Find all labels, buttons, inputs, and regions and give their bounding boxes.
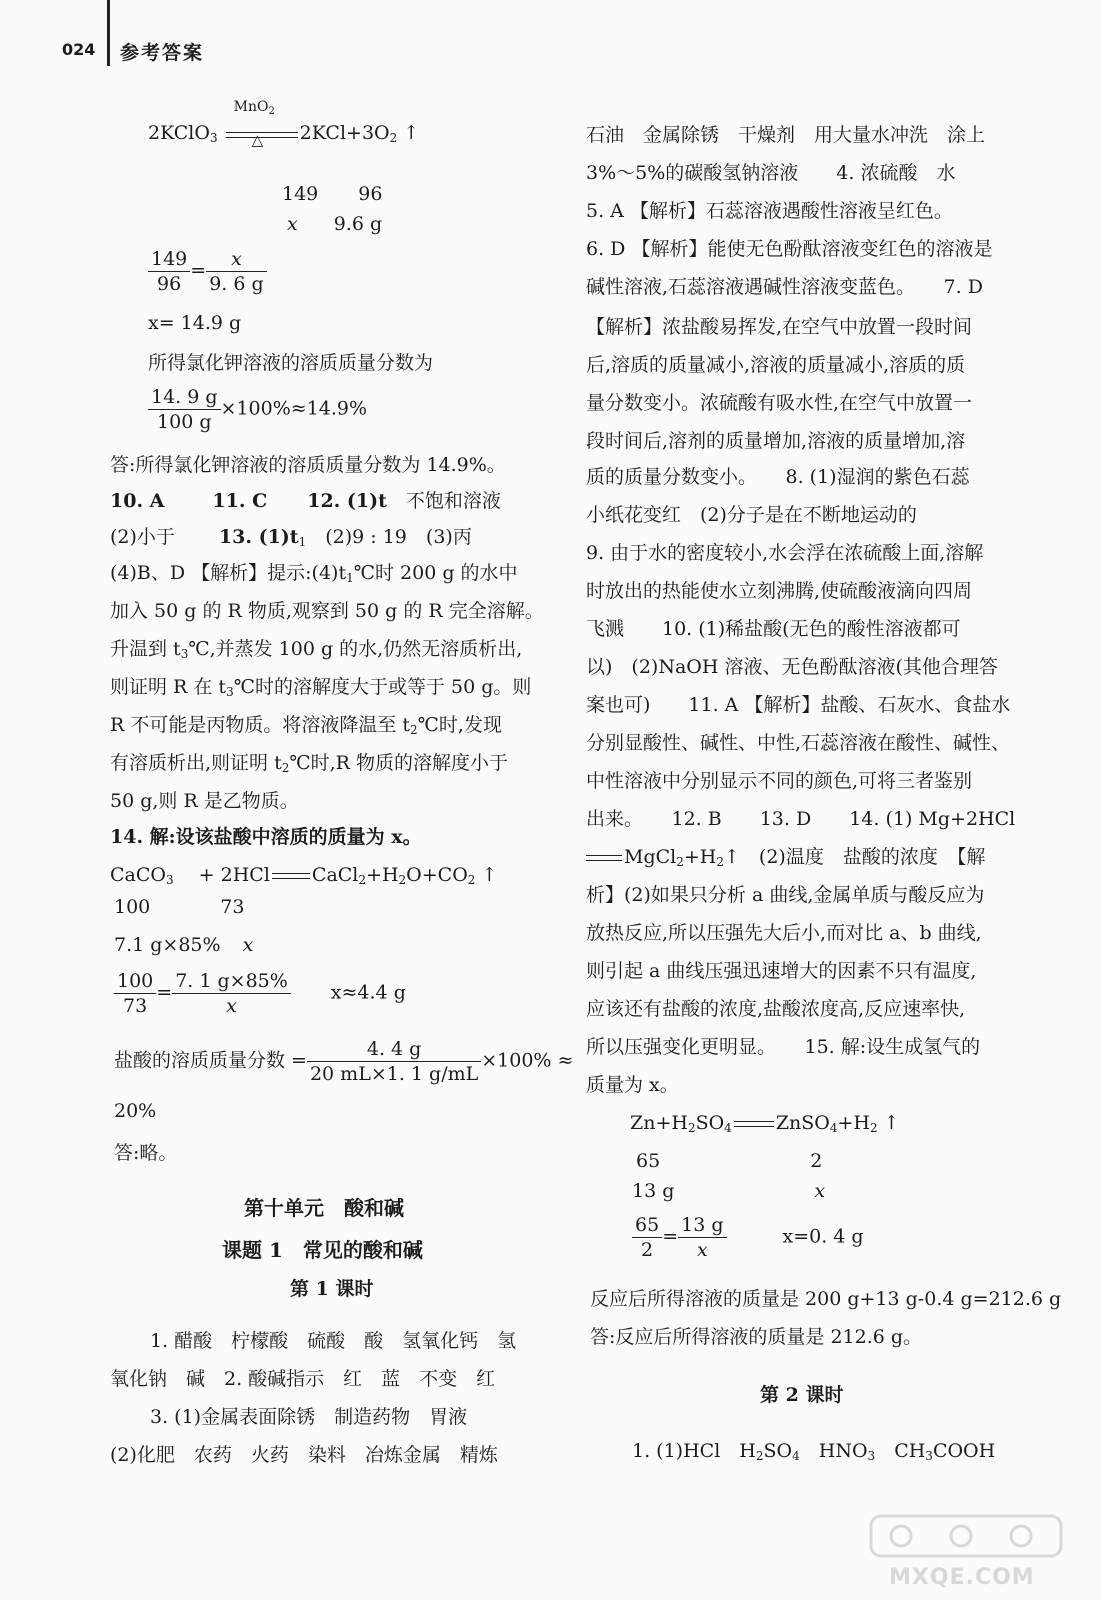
ratio-3: $\frac{65}{2}$ = $\frac{13 g}{x}$ x=0. 4 g — [632, 1214, 864, 1261]
text-line: 1. 醋酸 柠檬酸 硫酸 酸 氢氧化钙 氢 — [150, 1330, 517, 1352]
question-14: 14. 解:设该盐酸中溶质的质量为 x。 — [110, 826, 422, 848]
text-line: 20% — [114, 1100, 157, 1122]
page-number: 024 — [62, 40, 96, 59]
text-line: 有溶质析出,则证明 $t_2℃$时,R 物质的溶解度小于 — [110, 752, 508, 775]
text-line: 出来。 12. B 13. D 14. (1) Mg+2HCl — [586, 808, 1016, 830]
watermark-text: MXQE.COM — [889, 1565, 1035, 1590]
text-line: (2)化肥 农药 火药 染料 冶炼金属 精炼 — [110, 1444, 498, 1466]
text-line: 1. (1)HCl $H_2SO_4$ $HNO_3$ $CH_3COOH$ — [632, 1440, 996, 1463]
text-line: 案也可) 11. A 【解析】盐酸、石灰水、食盐水 — [586, 694, 1011, 716]
mass-row-4: 7.1 g×85% x — [114, 934, 254, 956]
answer-2: 答:略。 — [114, 1142, 178, 1164]
text-line: 则证明 R 在 $t_3℃$时的溶解度大于或等于 50 g。则 — [110, 676, 532, 699]
text-line: 石油 金属除锈 干燥剂 用大量水冲洗 涂上 — [586, 124, 986, 146]
ratio-2: $\frac{100}{73}$ = $\frac{7. 1 g\times 85\%}{x}$ x≈4.4 g — [114, 970, 406, 1017]
text-line: R 不可能是丙物质。将溶液降温至 $t_2℃$时,发现 — [110, 714, 502, 737]
header-divider — [107, 0, 110, 66]
period-1-heading: 第 1 课时 — [290, 1278, 374, 1300]
answers-12-13: (2)小于 13. $(1)t_1$ (2)9 : 19 (3)丙 — [110, 526, 472, 549]
result-x1: x= 14.9 g — [148, 312, 242, 334]
watermark-glyph-icon — [861, 1510, 1071, 1560]
text-line: 应该还有盐酸的浓度,盐酸浓度高,反应速率快, — [586, 998, 966, 1020]
text-line: 放热反应,所以压强先大后小,而对比 a、b 曲线, — [586, 922, 982, 944]
text-line: 后,溶质的质量减小,溶液的质量减小,溶质的质 — [586, 354, 966, 376]
mass-row-5: 65 2 — [636, 1150, 823, 1172]
text-line: 升温到 $t_3℃$,并蒸发 100 g 的水,仍然无溶质析出, — [110, 638, 523, 661]
text-line: 中性溶液中分别显示不同的颜色,可将三者鉴别 — [586, 770, 973, 792]
mass-row-3: 100 73 — [114, 896, 245, 918]
answers-10-12: 10. A 11. C 12. (1)t 不饱和溶液 — [110, 490, 501, 512]
equation-kclo3: 2KClO$_3$ MnO$_2$ △ $2KCl+3O_2$ ↑ — [148, 99, 420, 149]
equation-zn: $Zn+H_2SO_4$ $ZnSO_4+H_2$ ↑ — [630, 1112, 900, 1135]
mass-row-6: 13 g x — [632, 1180, 826, 1202]
period-2-heading: 第 2 课时 — [760, 1384, 844, 1406]
text-line: 【解析】浓盐酸易挥发,在空气中放置一段时间 — [586, 316, 973, 338]
text-line: 段时间后,溶剂的质量增加,溶液的质量增加,溶 — [586, 430, 966, 452]
text-line: 量分数变小。浓硫酸有吸水性,在空气中放置一 — [586, 392, 973, 414]
percent-1: $\frac{14. 9 g}{100 g}$ ×100%≈14.9% — [148, 386, 367, 433]
text-line: 加入 50 g 的 R 物质,观察到 50 g 的 R 完全溶解。 — [110, 600, 544, 622]
header-title: 参考答案 — [120, 42, 205, 64]
text-line: 3. (1)金属表面除锈 制造药物 胃液 — [150, 1406, 468, 1428]
text-line: 6. D 【解析】能使无色酚酞溶液变红色的溶液是 — [586, 238, 993, 260]
mass-row-2: x 9.6 g — [287, 213, 383, 235]
text-line: 则引起 a 曲线压强迅速增大的因素不只有温度, — [586, 960, 977, 982]
mass-row-1: 149 96 — [282, 183, 383, 205]
text-line: 所得氯化钾溶液的溶质质量分数为 — [148, 352, 434, 374]
text-line: 反应后所得溶液的质量是 200 g+13 g-0.4 g=212.6 g — [590, 1288, 1062, 1310]
text-line: 飞溅 10. (1)稀盐酸(无色的酸性溶液都可 — [586, 618, 961, 640]
text-line: 碱性溶液,石蕊溶液遇碱性溶液变蓝色。 7. D — [586, 276, 983, 298]
text-line: 质量为 x。 — [586, 1074, 679, 1096]
text-line: 质的质量分数变小。 8. (1)湿润的紫色石蕊 — [586, 466, 970, 488]
text-line: 小纸花变红 (2)分子是在不断地运动的 — [586, 504, 917, 526]
text-line: 分别显酸性、碱性、中性,石蕊溶液在酸性、碱性、 — [586, 732, 1011, 754]
text-line: 50 g,则 R 是乙物质。 — [110, 790, 299, 812]
text-line: $MgCl_2+H_2↑$ (2)温度 盐酸的浓度 【解 — [586, 842, 985, 869]
text-line: 析】(2)如果只分析 a 曲线,金属单质与酸反应为 — [586, 884, 985, 906]
text-line: 3%～5%的碳酸氢钠溶液 4. 浓硫酸 水 — [586, 162, 956, 184]
text-line: 9. 由于水的密度较小,水会浮在浓硫酸上面,溶解 — [586, 542, 984, 564]
ratio-1: $\frac{149}{96}$ = $\frac{x}{9. 6 g}$ — [148, 248, 267, 295]
answer-3: 答:反应后所得溶液的质量是 212.6 g。 — [590, 1326, 923, 1348]
answer-1: 答:所得氯化钾溶液的溶质质量分数为 14.9%。 — [110, 454, 506, 476]
equation-caco3: CaCO$_3$ + 2HCl $CaCl_2+H_2O+CO_2$ ↑ — [110, 864, 498, 887]
text-line: 时放出的热能使水立刻沸腾,使硫酸液滴向四周 — [586, 580, 973, 602]
percent-2: 盐酸的溶质质量分数 = $\frac{4. 4 g}{20 mL\times 1. 1 g/mL}$ ×100% ≈ — [114, 1038, 574, 1085]
watermark-logo — [861, 1510, 1071, 1590]
lesson-title: 课题 1 常见的酸和碱 — [222, 1238, 423, 1262]
text-line: 所以压强变化更明显。 15. 解:设生成氢气的 — [586, 1036, 981, 1058]
unit-title: 第十单元 酸和碱 — [244, 1196, 404, 1220]
text-line: 氧化钠 碱 2. 酸碱指示 红 蓝 不变 红 — [110, 1368, 496, 1390]
text-line: (4)B、D 【解析】提示$:(4)t_1℃$时 200 g 的水中 — [110, 562, 518, 585]
text-line: 5. A 【解析】石蕊溶液遇酸性溶液呈红色。 — [586, 200, 953, 222]
text-line: 以) (2)NaOH 溶液、无色酚酞溶液(其他合理答 — [586, 656, 998, 678]
